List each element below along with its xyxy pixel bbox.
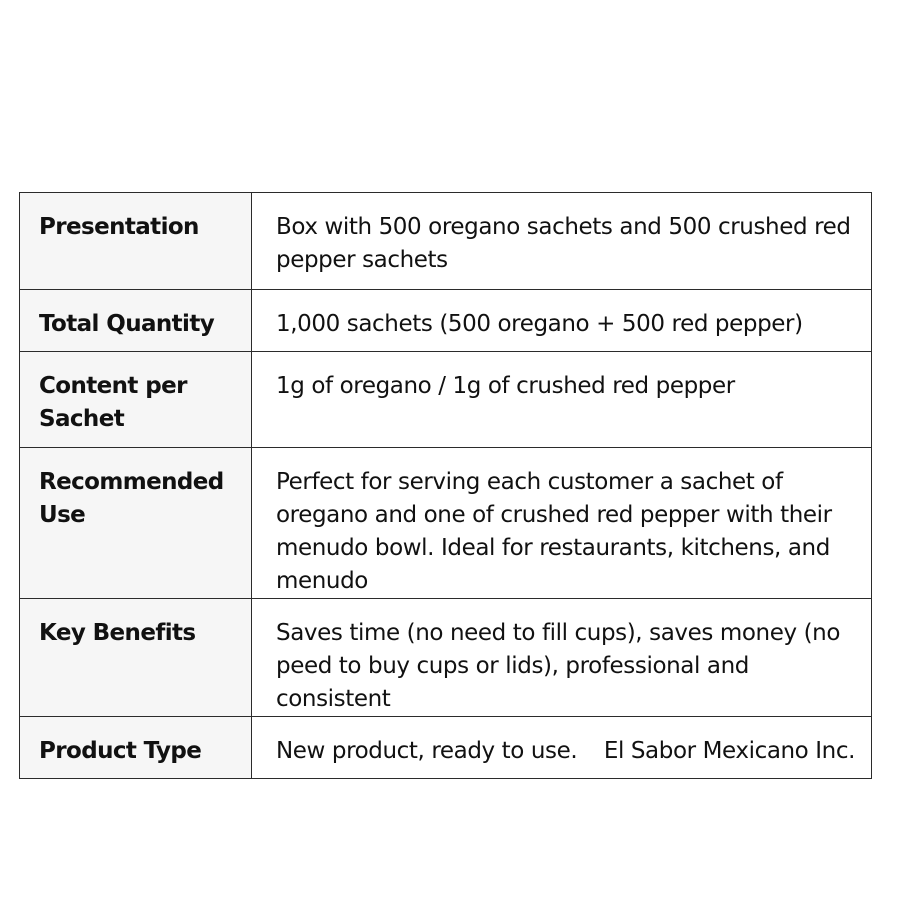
row-value-recommended-use xyxy=(252,448,872,599)
cell-value-text: New product, ready to use. xyxy=(276,738,578,764)
table-row xyxy=(20,290,872,352)
cell-label-text: Recommended Use xyxy=(39,469,224,528)
row-label-total-quantity xyxy=(20,290,252,352)
product-type-line xyxy=(276,735,861,768)
cell-value-text: Perfect for serving each customer a sachet of oregano and one of crushed red pepper with their menudo bowl. Ideal for restaurants, kitchens, and menudo xyxy=(276,469,832,594)
table-row xyxy=(20,599,872,717)
row-value-content-per-sachet xyxy=(252,352,872,448)
row-label-key-benefits xyxy=(20,599,252,717)
cell-value-text: 1,000 sachets (500 oregano + 500 red pepper) xyxy=(276,311,803,337)
row-value-total-quantity xyxy=(252,290,872,352)
cell-label-text: Product Type xyxy=(39,738,202,764)
row-label-presentation xyxy=(20,193,252,290)
cell-value-text: 1g of oregano / 1g of crushed red pepper xyxy=(276,373,735,399)
table-row xyxy=(20,193,872,290)
row-label-recommended-use xyxy=(20,448,252,599)
cell-value-text: Saves time (no need to fill cups), saves money (no peed to buy cups or lids), professional and consistent xyxy=(276,620,841,712)
cell-label-text: Presentation xyxy=(39,214,199,240)
cell-value-text: Box with 500 oregano sachets and 500 crushed red pepper sachets xyxy=(276,214,851,273)
cell-label-text: Key Benefits xyxy=(39,620,196,646)
cell-label-text: Total Quantity xyxy=(39,311,215,337)
product-spec-table xyxy=(19,192,872,779)
row-value-presentation xyxy=(252,193,872,290)
table-row xyxy=(20,448,872,599)
cell-label-text: Content per Sachet xyxy=(39,373,187,432)
row-label-product-type xyxy=(20,717,252,779)
table-row xyxy=(20,352,872,448)
table-row xyxy=(20,717,872,779)
row-label-content-per-sachet xyxy=(20,352,252,448)
company-name: El Sabor Mexicano Inc. xyxy=(603,738,855,764)
row-value-key-benefits xyxy=(252,599,872,717)
row-value-product-type xyxy=(252,717,872,779)
